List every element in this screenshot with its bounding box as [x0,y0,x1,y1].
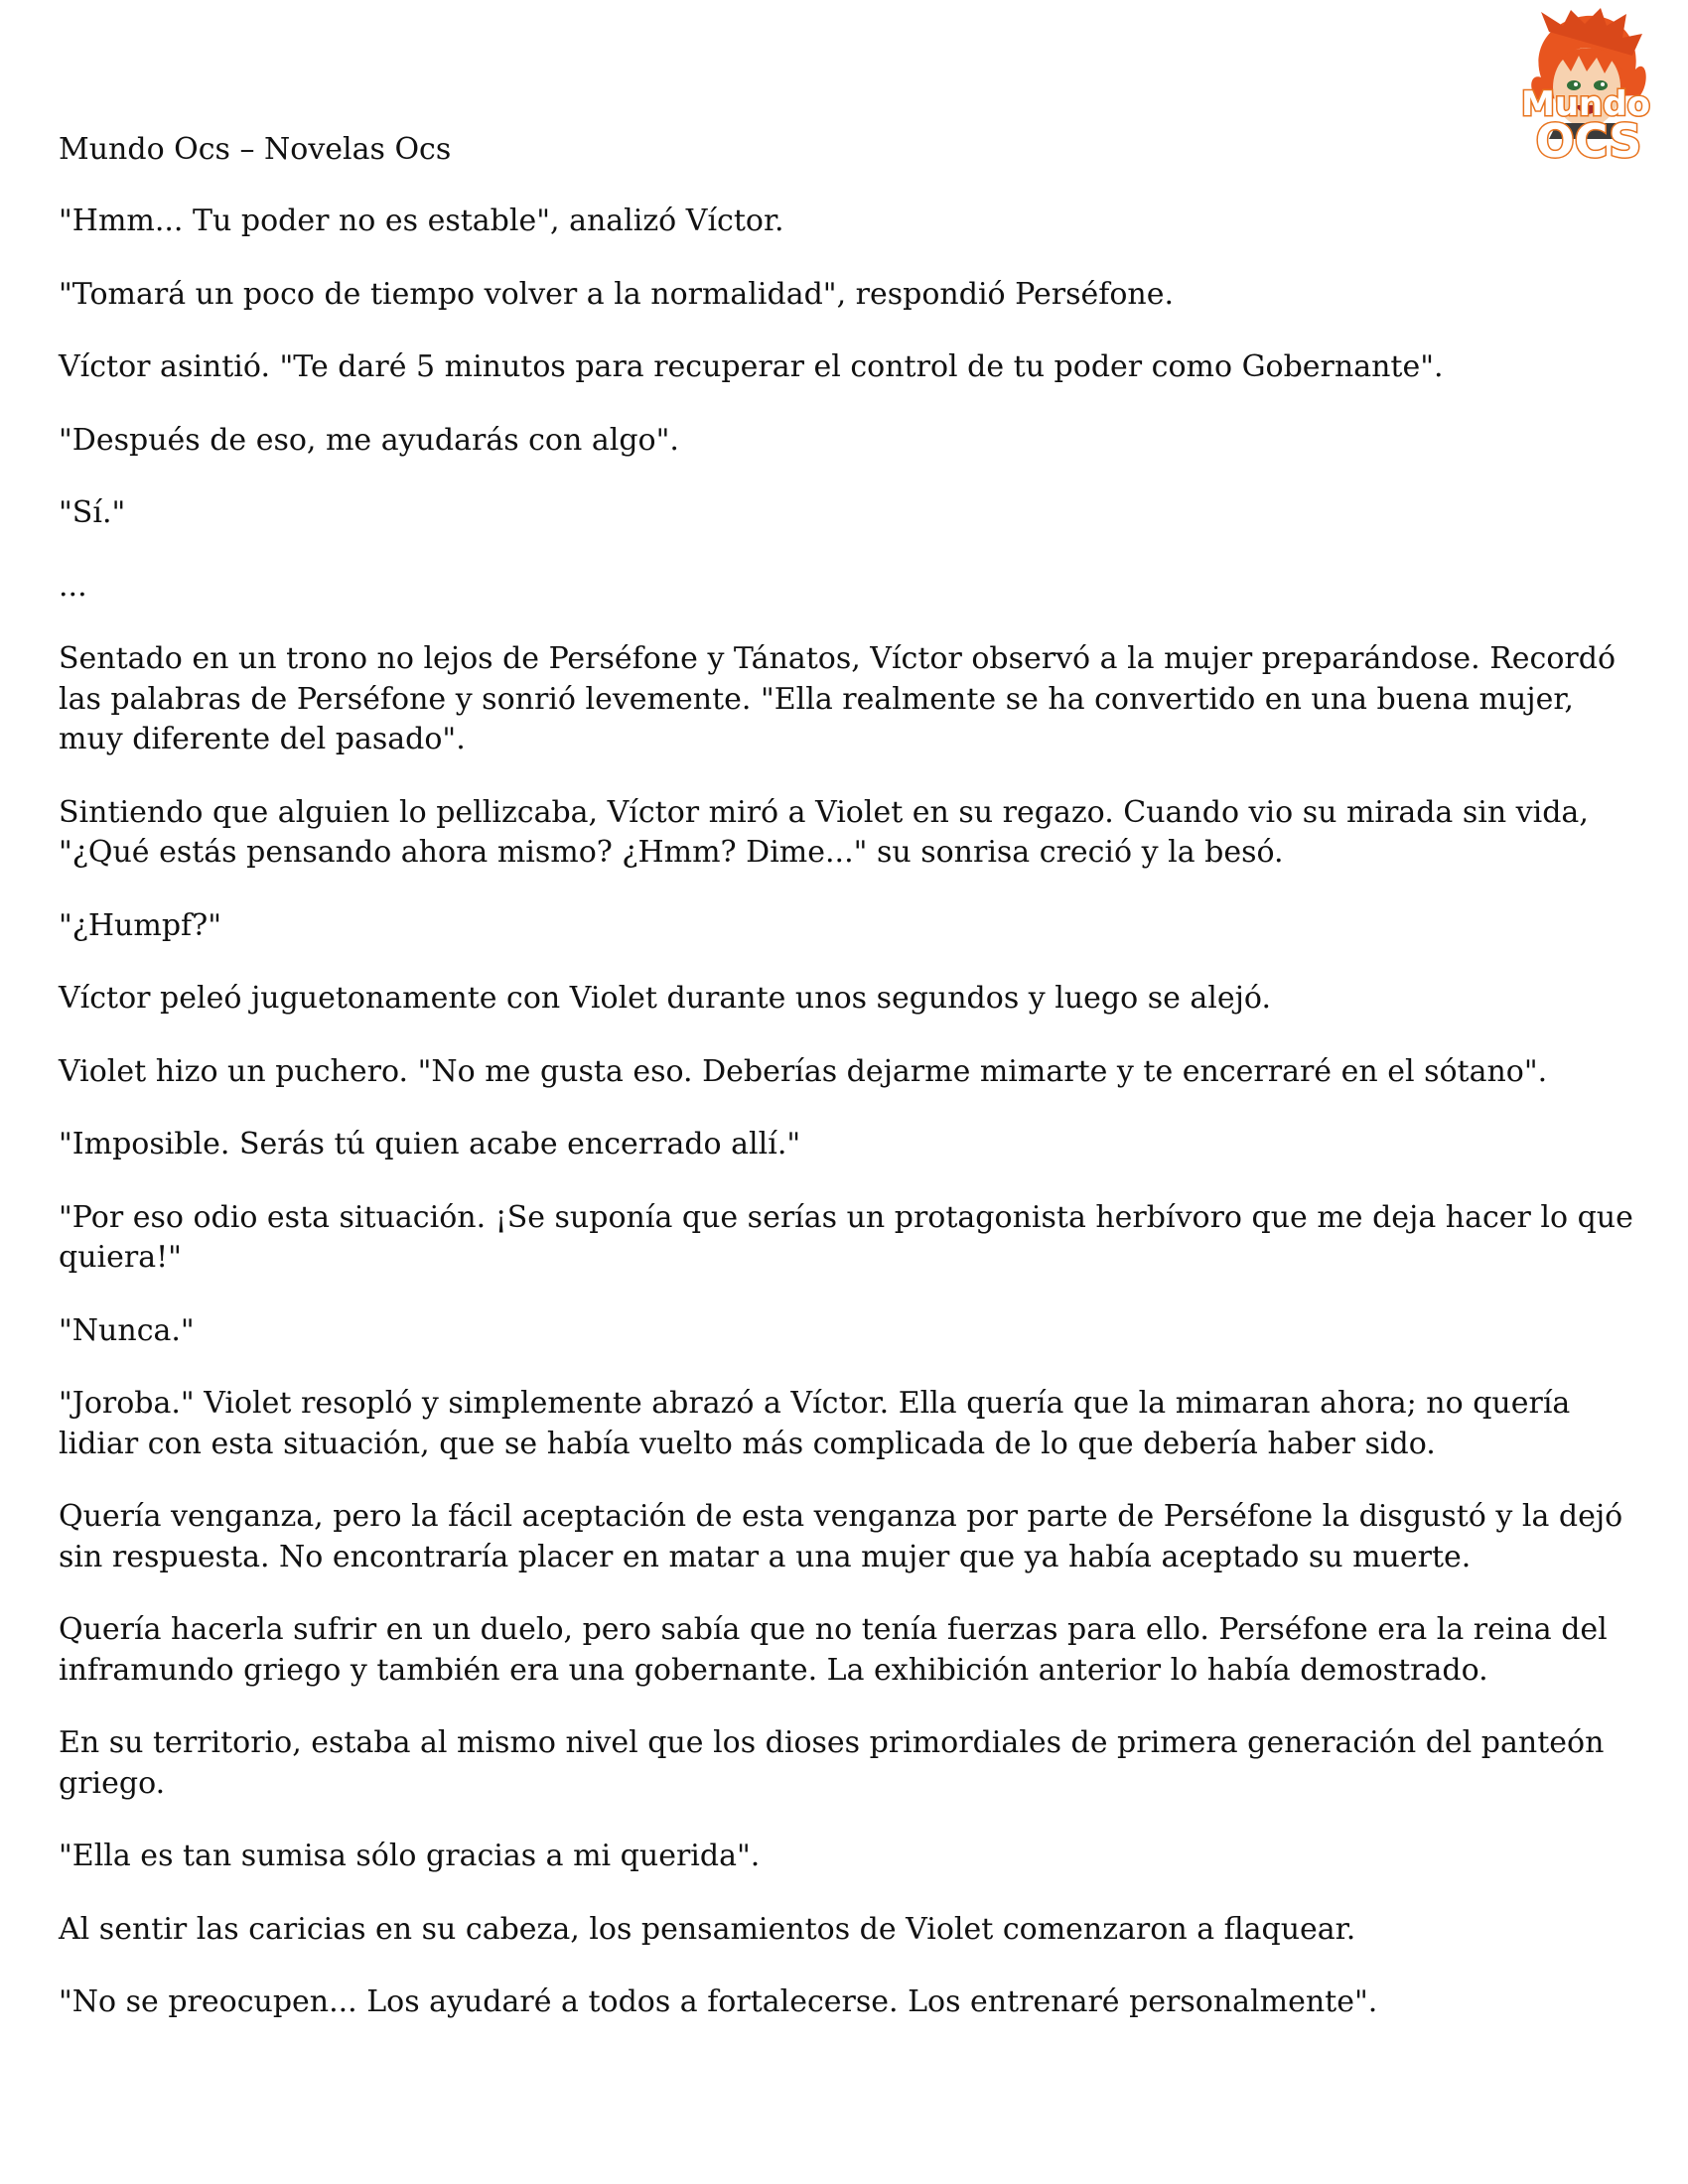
paragraph: Víctor asintió. "Te daré 5 minutos para recuperar el control de tu poder como Gobernante". [59,349,1444,384]
paragraph: Quería venganza, pero la fácil aceptación de esta venganza por parte de Perséfone la disgustó y la dejó sin respuesta. No encontraría placer en matar a una mujer que ya había aceptado su muerte. [59,1499,1623,1574]
paragraph: "Joroba." Violet resopló y simplemente abrazó a Víctor. Ella quería que la mimaran ahora; no quería lidiar con esta situación, que se había vuelto más complicada de lo que debería haber sido. [59,1386,1571,1461]
paragraph: "Por eso odio esta situación. ¡Se suponía que serías un protagonista herbívoro que me deja hacer lo que quiera!" [59,1199,1633,1275]
paragraph: Quería hacerla sufrir en un duelo, pero sabía que no tenía fuerzas para ello. Perséfone era la reina del inframundo griego y también era una gobernante. La exhibición anterior lo había demostrado. [59,1612,1608,1688]
page-header: Mundo Ocs – Novelas Ocs [59,132,452,167]
paragraph: Al sentir las caricias en su cabeza, los pensamientos de Violet comenzaron a flaquear. [59,1911,1356,1947]
mundo-ocs-logo [1501,8,1670,182]
paragraph: Sentado en un trono no lejos de Perséfone y Tánatos, Víctor observó a la mujer preparándose. Recordó las palabras de Perséfone y sonrió levemente. "Ella realmente se ha convertido en una buena mujer, muy diferente del pasado". [59,641,1617,756]
paragraph: Violet hizo un puchero. "No me gusta eso. Deberías dejarme mimarte y te encerraré en el sótano". [59,1053,1548,1089]
paragraph: En su territorio, estaba al mismo nivel que los dioses primordiales de primera generación del panteón griego. [59,1725,1605,1801]
paragraph: ... [59,568,87,604]
story-text [59,202,1647,2056]
paragraph: "Nunca." [59,1312,195,1348]
paragraph: "No se preocupen... Los ayudaré a todos a fortalecerse. Los entrenaré personalmente". [59,1984,1378,2019]
paragraph: Víctor peleó juguetonamente con Violet durante unos segundos y luego se alejó. [59,981,1272,1016]
paragraph: "Imposible. Serás tú quien acabe encerrado allí." [59,1127,801,1161]
paragraph: "Ella es tan sumisa sólo gracias a mi querida". [59,1839,761,1873]
paragraph: "¿Humpf?" [59,907,222,943]
paragraph: "Sí." [59,495,126,530]
logo-text-ocs: OCS [1535,114,1642,168]
paragraph: "Hmm... Tu poder no es estable", analizó Víctor. [59,204,784,238]
paragraph: Sintiendo que alguien lo pellizcaba, Víctor miró a Violet en su regazo. Cuando vio su mirada sin vida, "¿Qué estás pensando ahora mismo? ¿Hmm? Dime..." su sonrisa creció y la besó. [59,794,1589,870]
paragraph: "Tomará un poco de tiempo volver a la normalidad", respondió Perséfone. [59,276,1174,312]
paragraph: "Después de eso, me ayudarás con algo". [59,422,679,458]
logo-text-mundo: Mundo [1521,84,1650,124]
